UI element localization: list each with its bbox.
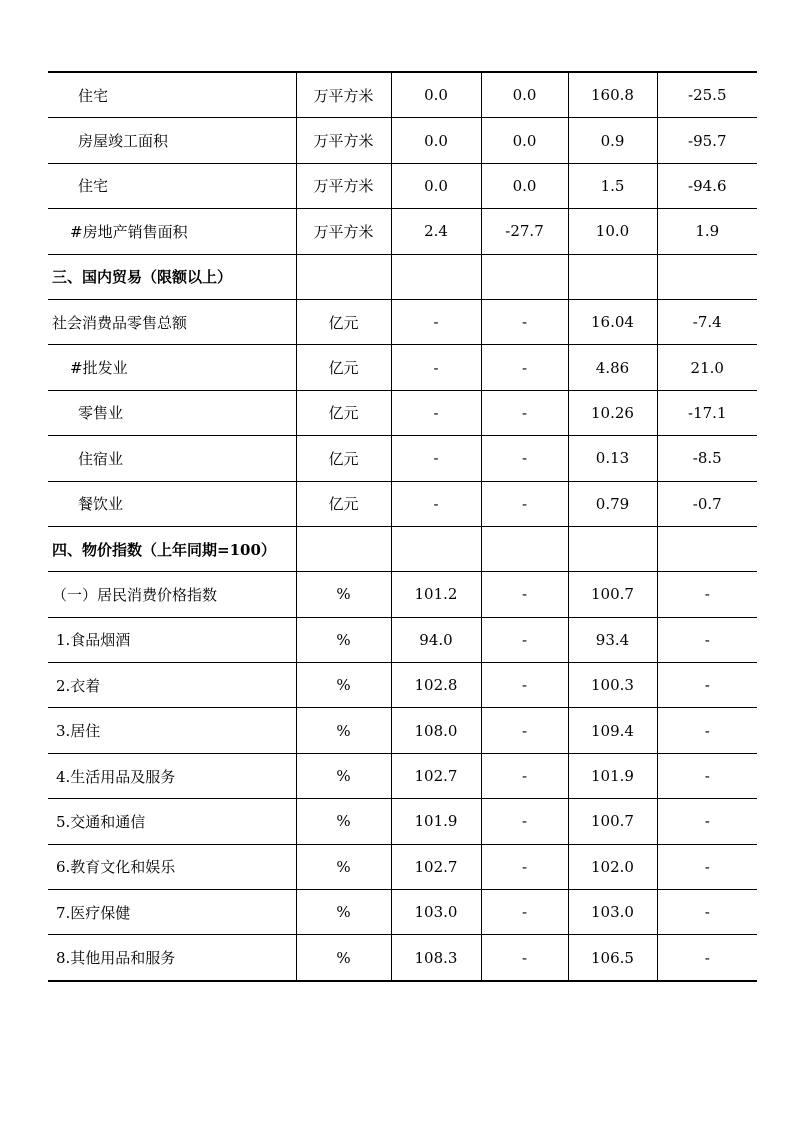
table-row [48,481,757,526]
value-1-cell: - [391,390,481,435]
value-1-cell: - [391,481,481,526]
unit-cell: % [296,663,391,708]
value-1-cell [391,526,481,571]
unit-cell: 亿元 [296,390,391,435]
unit-cell: 万平方米 [296,209,391,254]
value-1-cell: 101.9 [391,799,481,844]
table-row [48,163,757,208]
value-2-cell: - [481,708,568,753]
value-2-cell: - [481,617,568,662]
value-4-cell: -17.1 [657,390,757,435]
section-header-row [48,254,757,299]
value-3-cell: 1.5 [568,163,657,208]
table-row [48,209,757,254]
value-1-cell: 102.7 [391,844,481,889]
value-2-cell [481,526,568,571]
indicator-name-cell: 餐饮业 [48,481,296,526]
value-3-cell: 16.04 [568,299,657,344]
table-row [48,390,757,435]
unit-cell: % [296,617,391,662]
indicator-name-cell: 社会消费品零售总额 [48,299,296,344]
value-4-cell: 21.0 [657,345,757,390]
value-3-cell [568,526,657,571]
table-row [48,799,757,844]
value-2-cell: - [481,799,568,844]
indicator-name-cell: 4.生活用品及服务 [48,753,296,798]
value-1-cell: 2.4 [391,209,481,254]
value-3-cell: 100.3 [568,663,657,708]
table-row [48,72,757,118]
value-4-cell: - [657,572,757,617]
value-4-cell: -95.7 [657,118,757,163]
unit-cell: 亿元 [296,481,391,526]
value-3-cell: 100.7 [568,799,657,844]
indicator-name-cell: 7.医疗保健 [48,890,296,935]
value-4-cell: -0.7 [657,481,757,526]
value-3-cell: 93.4 [568,617,657,662]
value-4-cell: - [657,890,757,935]
unit-cell: 万平方米 [296,163,391,208]
indicator-name-cell: 房屋竣工面积 [48,118,296,163]
value-3-cell: 10.0 [568,209,657,254]
value-2-cell: - [481,436,568,481]
value-1-cell: - [391,345,481,390]
indicator-name-cell: 1.食品烟酒 [48,617,296,662]
table-row [48,844,757,889]
value-1-cell: 102.8 [391,663,481,708]
unit-cell: 亿元 [296,345,391,390]
value-4-cell: 1.9 [657,209,757,254]
value-3-cell: 4.86 [568,345,657,390]
value-4-cell: -8.5 [657,436,757,481]
value-2-cell: - [481,663,568,708]
indicator-name-cell: （一）居民消费价格指数 [48,572,296,617]
value-4-cell: - [657,617,757,662]
indicator-name-cell: 三、国内贸易（限额以上） [48,254,296,299]
value-2-cell: -27.7 [481,209,568,254]
value-2-cell: - [481,299,568,344]
value-3-cell: 109.4 [568,708,657,753]
value-2-cell [481,254,568,299]
unit-cell [296,526,391,571]
value-4-cell: - [657,753,757,798]
table-row [48,708,757,753]
value-4-cell: - [657,844,757,889]
unit-cell: % [296,799,391,844]
unit-cell: % [296,890,391,935]
value-4-cell [657,526,757,571]
value-2-cell: - [481,572,568,617]
table-row [48,890,757,935]
indicator-name-cell: 住宅 [48,163,296,208]
value-1-cell: 102.7 [391,753,481,798]
value-2-cell: - [481,935,568,981]
value-4-cell [657,254,757,299]
unit-cell: 亿元 [296,436,391,481]
table-row [48,663,757,708]
table-row [48,572,757,617]
unit-cell: % [296,935,391,981]
value-3-cell: 103.0 [568,890,657,935]
value-3-cell: 160.8 [568,72,657,118]
value-4-cell: - [657,799,757,844]
value-2-cell: - [481,481,568,526]
value-2-cell: - [481,753,568,798]
value-1-cell: 94.0 [391,617,481,662]
unit-cell: % [296,753,391,798]
statistics-table [48,71,757,982]
value-3-cell: 0.9 [568,118,657,163]
table-row [48,345,757,390]
unit-cell [296,254,391,299]
indicator-name-cell: 零售业 [48,390,296,435]
indicator-name-cell: 住宿业 [48,436,296,481]
value-4-cell: -94.6 [657,163,757,208]
indicator-name-cell: #房地产销售面积 [48,209,296,254]
indicator-name-cell: 3.居住 [48,708,296,753]
value-2-cell: - [481,890,568,935]
value-1-cell: 0.0 [391,72,481,118]
value-1-cell: 103.0 [391,890,481,935]
unit-cell: 万平方米 [296,72,391,118]
value-4-cell: - [657,708,757,753]
value-3-cell: 0.13 [568,436,657,481]
value-4-cell: -25.5 [657,72,757,118]
table-body [48,72,757,981]
table-row [48,436,757,481]
indicator-name-cell: 5.交通和通信 [48,799,296,844]
value-3-cell: 101.9 [568,753,657,798]
table-row [48,753,757,798]
unit-cell: % [296,844,391,889]
value-1-cell: - [391,299,481,344]
unit-cell: % [296,708,391,753]
table-row [48,935,757,981]
indicator-name-cell: 6.教育文化和娱乐 [48,844,296,889]
value-1-cell: - [391,436,481,481]
value-3-cell: 100.7 [568,572,657,617]
value-2-cell: 0.0 [481,118,568,163]
indicator-name-cell: 住宅 [48,72,296,118]
value-1-cell: 101.2 [391,572,481,617]
value-4-cell: - [657,935,757,981]
value-3-cell [568,254,657,299]
table-row [48,617,757,662]
indicator-name-cell: #批发业 [48,345,296,390]
indicator-name-cell: 2.衣着 [48,663,296,708]
section-header-row [48,526,757,571]
value-2-cell: - [481,844,568,889]
value-1-cell: 0.0 [391,163,481,208]
value-1-cell: 108.3 [391,935,481,981]
value-3-cell: 102.0 [568,844,657,889]
value-4-cell: -7.4 [657,299,757,344]
value-2-cell: - [481,345,568,390]
value-2-cell: 0.0 [481,72,568,118]
value-3-cell: 0.79 [568,481,657,526]
value-4-cell: - [657,663,757,708]
indicator-name-cell: 8.其他用品和服务 [48,935,296,981]
value-2-cell: - [481,390,568,435]
value-1-cell: 0.0 [391,118,481,163]
table-row [48,299,757,344]
value-3-cell: 10.26 [568,390,657,435]
table-row [48,118,757,163]
value-1-cell [391,254,481,299]
indicator-name-cell: 四、物价指数（上年同期=100） [48,526,296,571]
unit-cell: 万平方米 [296,118,391,163]
unit-cell: % [296,572,391,617]
value-3-cell: 106.5 [568,935,657,981]
unit-cell: 亿元 [296,299,391,344]
value-1-cell: 108.0 [391,708,481,753]
value-2-cell: 0.0 [481,163,568,208]
